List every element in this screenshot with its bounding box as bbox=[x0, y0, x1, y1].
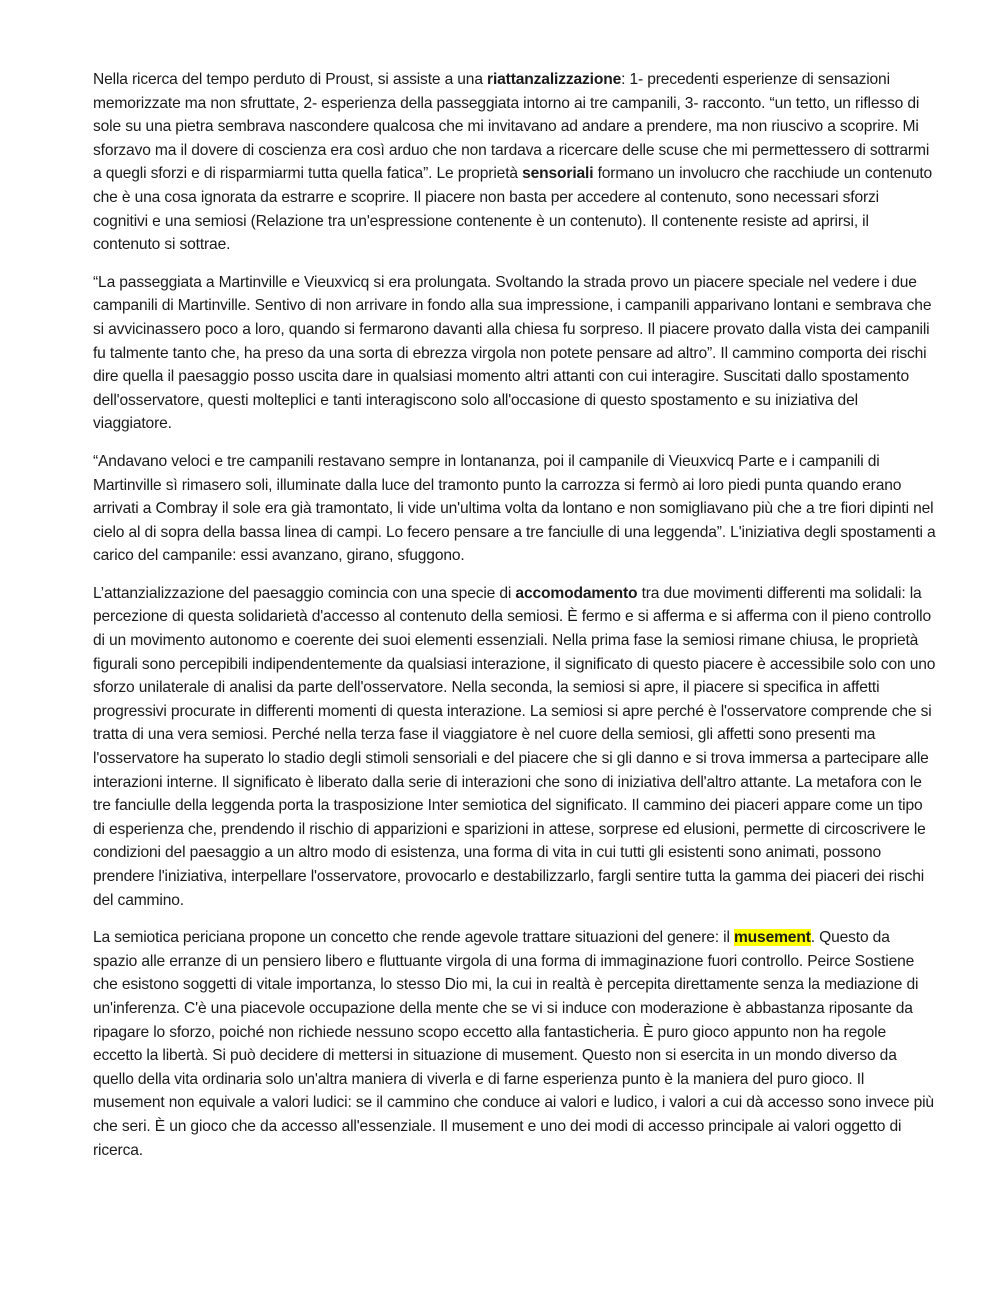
paragraph-5 bbox=[93, 926, 938, 1162]
bold-term-riattanzalizzazione: riattanzalizzazione bbox=[487, 71, 622, 88]
paragraph-3 bbox=[93, 450, 938, 568]
document-body bbox=[93, 68, 938, 1176]
text-run: tra due movimenti differenti ma solidali: la percezione di questa solidarietà d'accesso al contenuto della semiosi. È fermo e si afferma e si afferma con il pieno controllo di un movimento autonomo e coerente dei suoi elementi essenziali. Nella prima fase la semiosi rimane chiusa, le proprietà figurali sono percepibili indipendentemente da qualsiasi interazione, il significato di questo piacere è accessibile solo con uno sforzo unilaterale di analisi da parte dell'osservatore. Nella seconda, la semiosi si apre, il piacere si specifica in affetti progressivi procurate in differenti momenti di questa interazione. La semiosi si apre perché è l'osservatore comprende che si tratta di una vera semiosi. Perché nella terza fase il viaggiatore è nel cuore della semiosi, gli affetti sono presenti ma l'osservatore ha superato lo stadio degli stimoli sensoriali e del piacere che si gli danno e si trova immersa a partecipare alle interazioni interne. Il significato è liberato dalla serie di interazioni che sono di iniziativa dell'altro attante. La metafora con le tre fanciulle della leggenda porta la trasposizione Inter semiotica del significato. Il cammino dei piaceri appare come un tipo di esperienza che, prendendo il rischio di apparizioni e sparizioni in attese, sorprese ed elusioni, permette di circoscrivere le condizioni del paesaggio a un altro modo di esistenza, una forma di vita in cui tutti gli esistenti sono animati, possono prendere l'iniziativa, interpellare l'osservatore, provocarlo e destabilizzarlo, fargli sentire tutta la gamma dei piaceri dei rischi del cammino. bbox=[93, 584, 936, 909]
text-run: “La passeggiata a Martinville e Vieuxvicq si era prolungata. Svoltando la strada provo un piacere speciale nel vedere i due campanili di Martinville. Sentivo di non arrivare in fondo alla sua impressione, i campanili apparivano lontani e sembrava che si avvicinassero poco a loro, quando si fermarono davanti alla chiesa fu sorpreso. Il piacere provato dalla vista dei campanili fu talmente tanto che, ha preso da una sorta di ebrezza virgola non potete pensare ad altro”. Il cammino comporta dei rischi dire quella il paesaggio posso uscita dare in qualsiasi momento altri attanti con cui interagire. Suscitati dallo spostamento dell'osservatore, questi molteplici e tanti interagiscono solo all'occasione di questo spostamento e su iniziativa del viaggiatore. bbox=[93, 273, 932, 433]
text-run: Nella ricerca del tempo perduto di Proust, si assiste a una bbox=[93, 71, 488, 88]
paragraph-2 bbox=[93, 271, 938, 436]
text-run: . Questo da spazio alle erranze di un pensiero libero e fluttuante virgola di una forma di immaginazione fuori controllo. Peirce Sostiene che esistono soggetti di vitale importanza, lo stesso Dio mi, la cui in realtà è percepita direttamente senza la mediazione di un'inferenza. C'è una piacevole occupazione della mente che se vi si induce con moderazione è abbastanza riposante da ripagare lo sforzo, poiché non richiede nessuno scopo eccetto alla fantasticheria. È puro gioco appunto non ha regole eccetto la libertà. Si può decidere di mettersi in situazione di musement. Questo non si esercita in un mondo diverso da quello della vita ordinaria solo un'altra maniera di viverla e di farne esperienza punto è la maniera del puro gioco. Il musement non equivale a valori ludici: se il cammino che conduce ai valori e ludico, i valori a cui dà accesso sono invece più che seri. È un gioco che da accesso all'essenziale. Il musement e uno dei modi di accesso principale ai valori oggetto di ricerca. bbox=[93, 929, 934, 1159]
highlighted-term-musement: musement bbox=[733, 929, 811, 947]
bold-term-accomodamento: accomodamento bbox=[515, 584, 638, 602]
text-run: La semiotica periciana propone un concetto che rende agevole trattare situazioni del genere: il bbox=[93, 929, 734, 947]
text-run: “Andavano veloci e tre campanili restavano sempre in lontananza, poi il campanile di Vieuxvicq Parte e i campanili di Martinville sì rimasero soli, illuminate dalla luce del tramonto punto la carrozza si fermò ai loro piedi punta quando erano arrivati a Combray il sole era già tramontato, li vide un'ultima volta da lontano e non somigliavano più che a tre fiori dipinti nel cielo al di sopra della bassa linea di campi. Lo fecero pensare a tre fanciulle di una leggenda”. L'iniziativa degli spostamenti a carico del campanile: essi avanzano, girano, sfuggono. bbox=[93, 452, 936, 565]
text-run: : 1- precedenti esperienze di sensazioni memorizzate ma non sfruttate, 2- esperienza della passeggiata intorno ai tre campanili, 3- racconto. “un tetto, un riflesso di sole su una pietra sembrava nascondere qualcosa che mi invitavano ad andare a prendere, ma non riuscivo a scoprire. Mi sforzavo ma il dovere di coscienza era così arduo che non tardava a ricercare delle scuse che mi permettessero di sottrarmi a quegli sforzi e di risparmiarmi tutta quella fatica”. Le proprietà bbox=[93, 71, 930, 183]
paragraph-4 bbox=[93, 582, 938, 912]
bold-term-sensoriali: sensoriali bbox=[522, 165, 594, 183]
text-run: formano un involucro che racchiude un contenuto che è una cosa ignorata da estrarre e scoprire. Il piacere non basta per accedere al contenuto, sono necessari sforzi cognitivi e una semiosi (Relazione tra un'espressione contenente è un contenuto). Il contenente resiste ad aprirsi, il contenuto si sottrae. bbox=[93, 165, 933, 254]
text-run: L’attanzializzazione del paesaggio comincia con una specie di bbox=[93, 584, 516, 602]
paragraph-1 bbox=[93, 68, 938, 257]
